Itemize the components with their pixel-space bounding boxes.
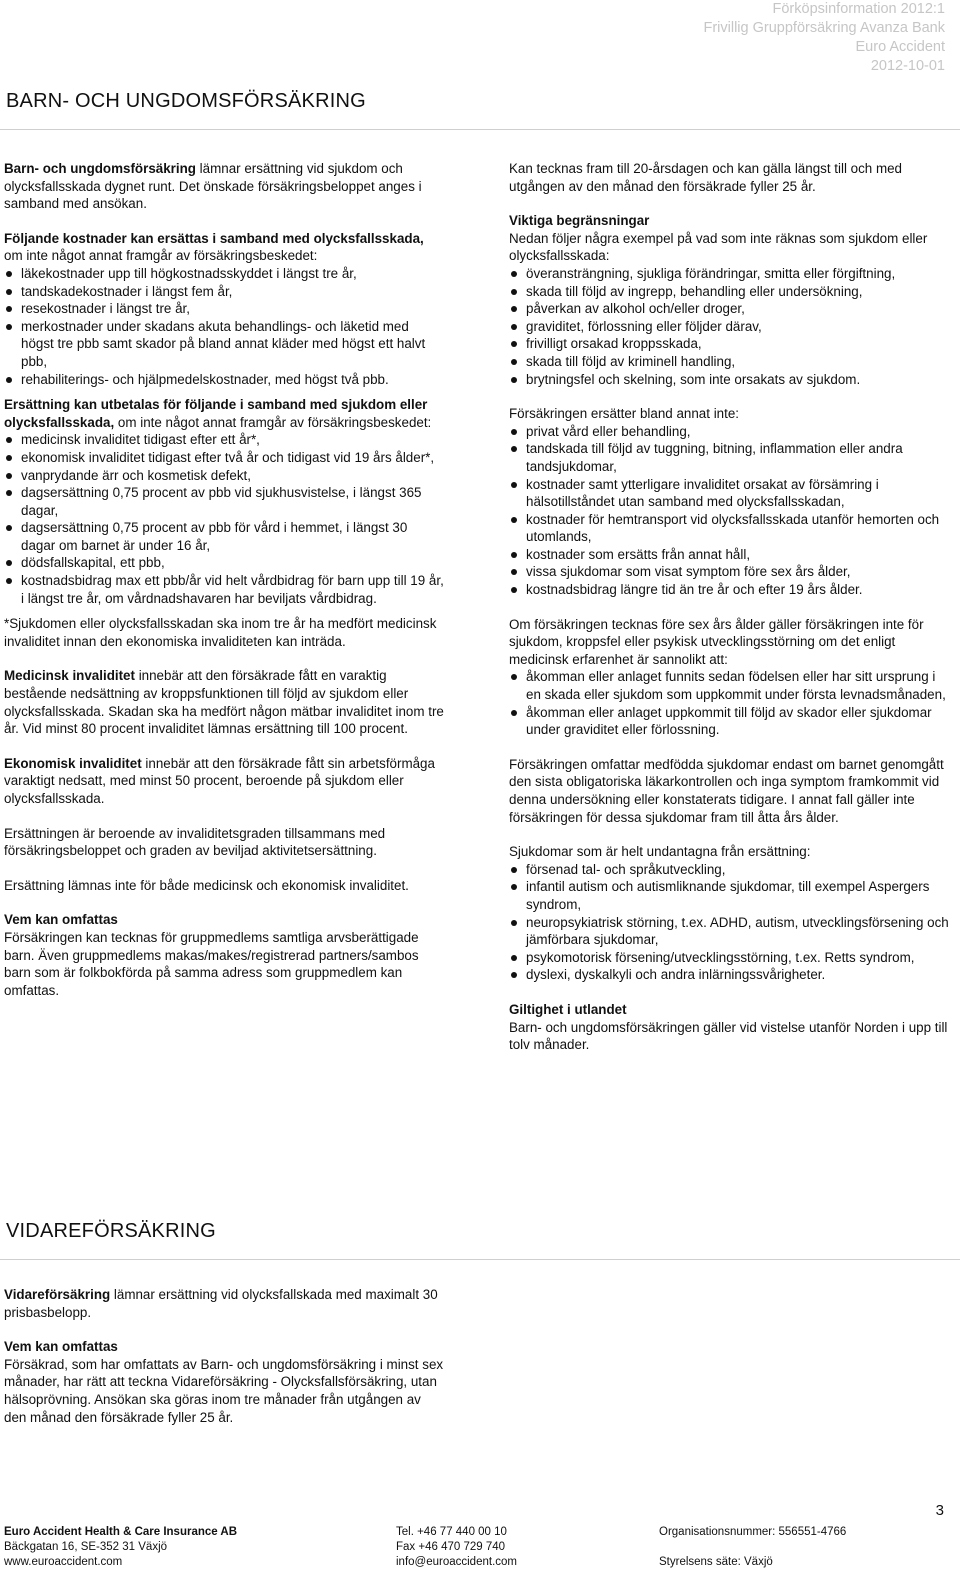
header-doc-title: Förköpsinformation 2012:1 xyxy=(772,1,945,17)
footer-seat: Styrelsens säte: Växjö xyxy=(659,1556,773,1568)
list-item: merkostnader under skadans akuta behandlings- och läketid med högst tre pbb samt skador på bland annat kläder med högst ett halvt pbb, xyxy=(4,318,444,371)
header-date: 2012-10-01 xyxy=(870,58,945,74)
list-item: påverkan av alkohol och/eller droger, xyxy=(509,300,949,318)
limits-intro: Nedan följer några exempel på vad som inte räknas som sjukdom eller olycksfallsskada: xyxy=(509,230,928,264)
dependency-paragraph: Ersättningen är beroende av invaliditetsgraden tillsammans med försäkringsbeloppet och graden av beviljad aktivitetsersättning. xyxy=(4,825,386,859)
costs-list xyxy=(4,265,444,388)
section-divider xyxy=(0,1259,960,1260)
list-item: graviditet, förlossning eller följder därav, xyxy=(509,318,949,336)
vidare-who-paragraph: Försäkrad, som har omfattats av Barn- och ungdomsförsäkring i minst sex månader, har rätt att teckna Vidareförsäkring - Olycksfallsförsäkring, utan hälsoprövning. Ansökan ska göras inom tre månader från utgången av den månad den försäkrade fyller 25 år. xyxy=(4,1356,444,1425)
list-item: läkekostnader upp till högkostnadsskyddet i längst tre år, xyxy=(4,265,444,283)
vidare-intro: Vidareförsäkring lämnar ersättning vid olycksfallskada med maximalt 30 prisbasbelopp. xyxy=(4,1287,438,1320)
section-title-barn: BARN- OCH UNGDOMSFÖRSÄKRING xyxy=(6,90,366,112)
list-item: kostnadsbidrag längre tid än tre år och efter 19 års ålder. xyxy=(509,581,949,599)
vidare-who-heading: Vem kan omfattas xyxy=(4,1339,118,1355)
abroad-heading: Giltighet i utlandet xyxy=(509,1001,627,1017)
list-item: dagsersättning 0,75 procent av pbb för vård i hemmet, i längst 30 dagar om barnet är under 16 år, xyxy=(4,519,444,554)
list-item: ekonomisk invaliditet tidigast efter två år och tidigast vid 19 års ålder*, xyxy=(4,449,444,467)
document-header xyxy=(703,0,945,76)
six-years-intro: Om försäkringen tecknas före sex års ålder gäller försäkringen inte för sjukdom, kroppsfel eller psykisk utvecklingsstörning om det enligt medicinsk erfarenhet är sannolikt att: xyxy=(509,616,924,667)
footer-fax: Fax +46 470 729 740 xyxy=(396,1541,506,1553)
list-item: skada till följd av kriminell handling, xyxy=(509,353,949,371)
section-title-vidare: VIDAREFÖRSÄKRING xyxy=(6,1220,216,1242)
list-item: tandskada till följd av tuggning, bitning, inflammation eller andra tandsjukdomar, xyxy=(509,440,949,475)
medical-invalidity-paragraph: Medicinsk invaliditet innebär att den försäkrade fått en varaktig bestående nedsättning av kroppsfunktionen till följd av sjukdom eller olycksfallsskada. Skadan ska ha medfört någon mätbar invaliditet inom tre år. Vid minst 80 procent invaliditet lämnas ersättning till 100 procent. xyxy=(4,668,444,737)
list-item: dyslexi, dyskalkyli och andra inlärningssvårigheter. xyxy=(509,966,949,984)
list-item: resekostnader i längst tre år, xyxy=(4,300,444,318)
who-heading: Vem kan omfattas xyxy=(4,912,118,928)
list-item: dagsersättning 0,75 procent av pbb vid sjukhusvistelse, i längst 365 dagar, xyxy=(4,484,444,519)
list-item: rehabiliterings- och hjälpmedelskostnader, med högst två pbb. xyxy=(4,371,444,389)
header-product: Frivillig Gruppförsäkring Avanza Bank xyxy=(703,20,945,36)
list-item: skada till följd av ingrepp, behandling eller undersökning, xyxy=(509,283,949,301)
list-item: psykomotorisk försening/utvecklingsstörning, t.ex. Retts syndrom, xyxy=(509,949,949,967)
list-item: medicinsk invaliditet tidigast efter ett år*, xyxy=(4,431,444,449)
list-item: åkomman eller anlaget uppkommit till följd av skador eller sjukdomar under graviditet eller förlossning. xyxy=(509,704,949,739)
list-item: frivilligt orsakad kroppsskada, xyxy=(509,335,949,353)
age-paragraph: Kan tecknas fram till 20-årsdagen och kan gälla längst till och med utgången av den månad den försäkrade fyller 25 år. xyxy=(509,161,903,194)
vidare-column xyxy=(4,1286,444,1426)
footnote: *Sjukdomen eller olycksfallsskadan ska inom tre år ha medfört medicinsk invaliditet innan den ekonomiska invaliditeten kan inträda. xyxy=(4,616,437,649)
list-item: vissa sjukdomar som visat symptom före sex års ålder, xyxy=(509,563,949,581)
costs-intro: Följande kostnader kan ersättas i samband med olycksfallsskada, om inte något annat framgår av försäkringsbeskedet: xyxy=(4,230,424,264)
list-item: försenad tal- och språkutveckling, xyxy=(509,861,949,879)
excluded-list xyxy=(509,861,949,984)
not-covered-list xyxy=(509,423,949,599)
list-item: tandskadekostnader i längst fem år, xyxy=(4,283,444,301)
economic-invalidity-paragraph: Ekonomisk invaliditet innebär att den försäkrade fått sin arbetsförmåga varaktigt nedsatt, med minst 50 procent, beroende på sjukdom eller olycksfallsskada. xyxy=(4,755,435,806)
footer-email-link[interactable]: info@euroaccident.com xyxy=(396,1556,517,1568)
who-paragraph: Försäkringen kan tecknas för gruppmedlems samtliga arvsberättigade barn. Även gruppmedlems makas/makes/registrerad partners/sambos barn som är folkbokförda på samma adress som gruppmedlem kan omfattas. xyxy=(4,929,419,998)
list-item: kostnader samt ytterligare invaliditet orsakat av försämring i hälsotillståndet utan samband med olycksfallsskadan, xyxy=(509,476,949,511)
footer-orgnr: Organisationsnummer: 556551-4766 xyxy=(659,1526,847,1538)
not-covered-intro: Försäkringen ersätter bland annat inte: xyxy=(509,406,740,422)
footer-company-block xyxy=(4,1525,237,1570)
congenital-paragraph: Försäkringen omfattar medfödda sjukdomar endast om barnet genomgått den sista obligatoriska läkarkontrollen och inga symptom framkommit vid denna undersökning eller konstaterats tidigare. I annat fall gäller inte försäkringen för dessa sjukdomar fram till åtta års ålder. xyxy=(509,756,944,825)
list-item: infantil autism och autismliknande sjukdomar, till exempel Aspergers syndrom, xyxy=(509,878,949,913)
footer-spacer xyxy=(659,1540,846,1555)
footer-web-link[interactable]: www.euroaccident.com xyxy=(4,1556,123,1568)
not-both-paragraph: Ersättning lämnas inte för både medicinsk och ekonomisk invaliditet. xyxy=(4,877,409,893)
compensation-list xyxy=(4,431,444,607)
left-column xyxy=(4,160,444,999)
footer-company: Euro Accident Health & Care Insurance AB xyxy=(4,1526,238,1538)
compensation-intro: Ersättning kan utbetalas för följande i samband med sjukdom eller olycksfallsskada, om inte något annat framgår av försäkringsbeskedet: xyxy=(4,397,432,430)
list-item: vanprydande ärr och kosmetisk defekt, xyxy=(4,467,444,485)
header-company: Euro Accident xyxy=(855,39,945,55)
list-item: privat vård eller behandling, xyxy=(509,423,949,441)
list-item: åkomman eller anlaget funnits sedan födelsen eller har sitt ursprung i en skada eller sjukdom som uppkommit under första levnadsmånaden, xyxy=(509,668,949,703)
footer-legal-block xyxy=(659,1525,846,1570)
list-item: kostnader som ersätts från annat håll, xyxy=(509,546,949,564)
list-item: kostnader för hemtransport vid olycksfallsskada utanför hemorten och utomlands, xyxy=(509,511,949,546)
list-item: överansträngning, sjukliga förändringar, smitta eller förgiftning, xyxy=(509,265,949,283)
page-number: 3 xyxy=(935,1502,944,1519)
right-column xyxy=(509,160,949,1054)
footer-address: Bäckgatan 16, SE-352 31 Växjö xyxy=(4,1541,168,1553)
intro-paragraph: Barn- och ungdomsförsäkring lämnar ersättning vid sjukdom och olycksfallsskada dygnet runt. Det önskade försäkringsbeloppet anges i samband med ansökan. xyxy=(4,161,422,212)
list-item: neuropsykiatrisk störning, t.ex. ADHD, autism, utvecklingsförsening och jämförbara sjukdomar, xyxy=(509,914,949,949)
footer-contact-block xyxy=(396,1525,517,1570)
abroad-paragraph: Barn- och ungdomsförsäkringen gäller vid vistelse utanför Norden i upp till tolv månader. xyxy=(509,1019,948,1053)
six-years-list xyxy=(509,668,949,738)
limits-heading: Viktiga begränsningar xyxy=(509,213,650,229)
list-item: brytningsfel och skelning, som inte orsakats av sjukdom. xyxy=(509,371,949,389)
section-divider xyxy=(0,129,960,130)
list-item: kostnadsbidrag max ett pbb/år vid helt vårdbidrag för barn upp till 19 år, i längst tre år, om vårdnadshavaren har beviljats vårdbidrag. xyxy=(4,572,444,607)
excluded-intro: Sjukdomar som är helt undantagna från ersättning: xyxy=(509,844,811,860)
limits-list xyxy=(509,265,949,388)
footer-tel: Tel. +46 77 440 00 10 xyxy=(396,1526,507,1538)
list-item: dödsfallskapital, ett pbb, xyxy=(4,554,444,572)
